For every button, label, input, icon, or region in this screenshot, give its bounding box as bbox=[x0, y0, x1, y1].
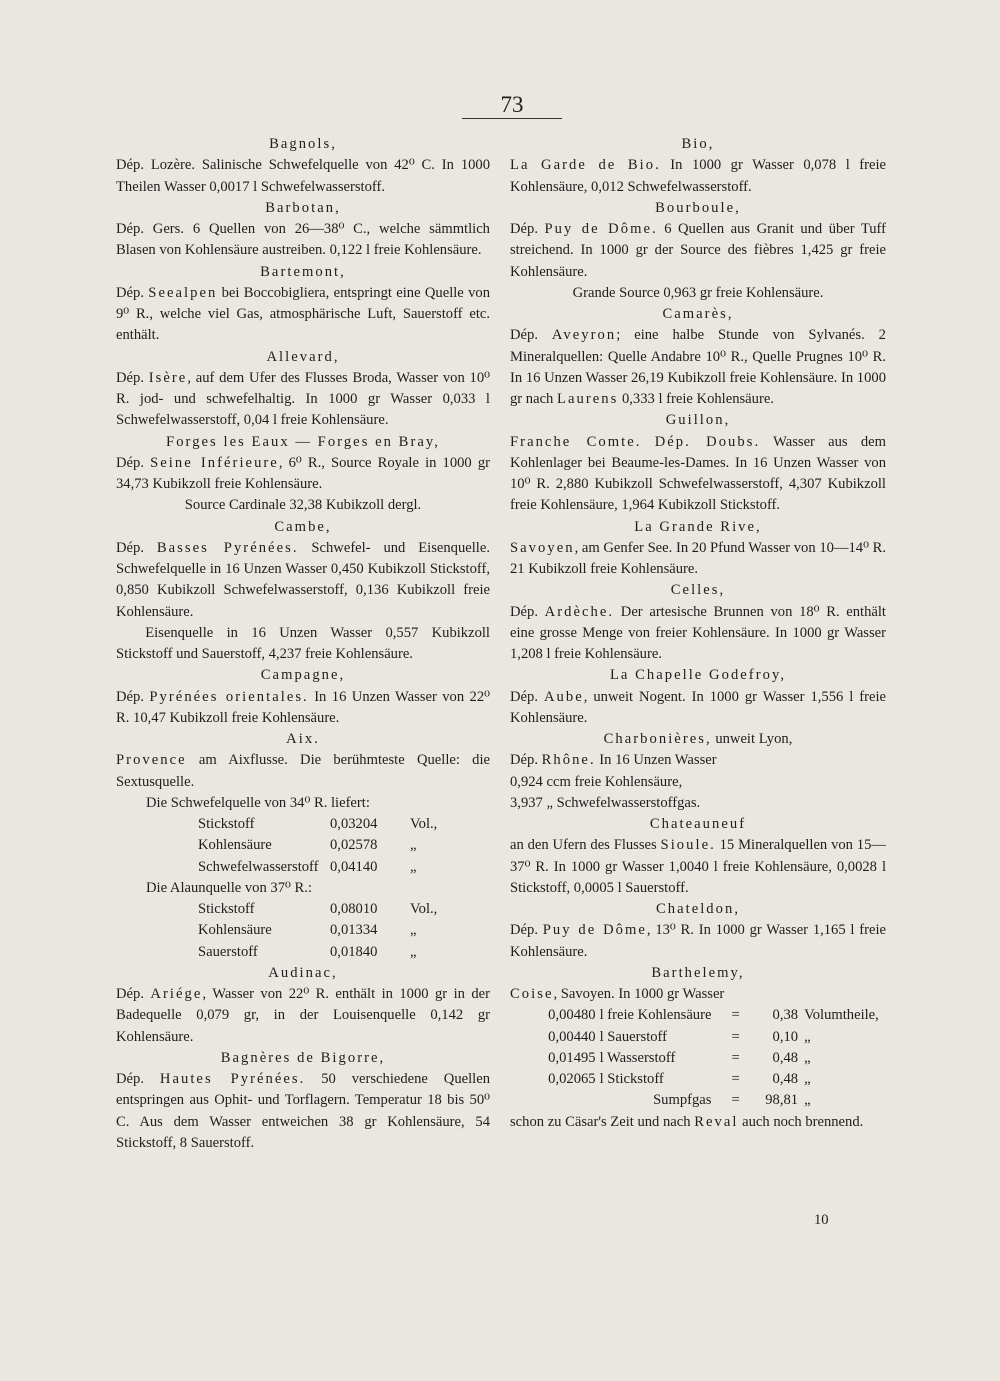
gas-unit: „ bbox=[410, 943, 417, 960]
text-camares: ; eine halbe Stunde von Sylvanés. 2 Mineralquellen: Quelle Andabre 10⁰ R., Quelle Prugnes 10⁰ R. In 16 Unzen Wasser 26,19 Kubikzoll freie Kohlensäure. In 1000 gr nach bbox=[510, 327, 886, 407]
text-bagneres: 50 verschiedene Quellen entspringen aus Ophit- und Torflagern. Temperatur 18 bis 50⁰ C. Aus dem Wasser entweichen 38 gr Kohlensäure, 54 Stickstoff, 8 Sauerstoff. bbox=[116, 1071, 490, 1151]
dep-prefix-forges: Dép. bbox=[116, 454, 151, 471]
dep-celles: Ardèche. bbox=[544, 603, 615, 620]
text-grande-rive: , am Genfer See. In 20 Pfund Wasser von 10—14⁰ R. 21 Kubikzoll freie Kohlensäure. bbox=[510, 539, 886, 577]
amount: 0,01495 bbox=[548, 1049, 596, 1066]
dep-guillon: Dép. Doubs. bbox=[654, 433, 761, 450]
gas-value: 0,02578 bbox=[330, 837, 378, 854]
dep-prefix-charbonieres: Dép. bbox=[510, 752, 542, 769]
gas-name: Kohlensäure bbox=[198, 922, 272, 939]
table-row bbox=[116, 814, 437, 835]
dep-campagne: Pyrénées orientales. bbox=[149, 688, 309, 705]
gas-unit: „ bbox=[410, 837, 417, 854]
dep-prefix-guillon bbox=[641, 434, 654, 450]
subtitle-charbonieres: unweit Lyon, bbox=[711, 731, 793, 747]
gas-value: 0,01840 bbox=[330, 943, 378, 960]
gas-name: l Wasserstoff bbox=[599, 1049, 676, 1066]
dep-prefix-bourboule: Dép. bbox=[510, 221, 545, 237]
entry-body-allevard bbox=[116, 368, 490, 432]
gas-name: Stickstoff bbox=[198, 901, 255, 917]
unit: „ bbox=[804, 1071, 811, 1087]
charbonieres-table bbox=[510, 772, 700, 815]
title-charbonieres: Charbonières, bbox=[603, 731, 712, 747]
text-allevard: , auf dem Ufer des Flusses Broda, Wasser von 10⁰ R. jod- und schwefelhaltig. In 1000 gr Wasser 0,033 l Schwefelwasserstoff, 0,04 l freie Kohlensäure. bbox=[116, 369, 490, 429]
entry-body-bourboule bbox=[510, 219, 886, 283]
unit: „ bbox=[804, 1028, 811, 1045]
text-bourboule: 6 Quellen aus Granit und über Tuff streichend. In 1000 gr der Source des fièbres 1,425 gr freie Kohlensäure. bbox=[510, 221, 886, 280]
entry-title-chateldon: Chateldon, bbox=[655, 901, 741, 917]
gas-name: Stickstoff bbox=[198, 816, 255, 832]
amount: 0,00440 bbox=[548, 1028, 596, 1045]
entry-title-campagne: Campagne, bbox=[260, 667, 346, 684]
table-row bbox=[510, 772, 700, 793]
dep-prefix-audinac: Dép. bbox=[116, 986, 151, 1002]
gas-unit: „ bbox=[410, 922, 417, 939]
dep-charbonieres: Rhône. bbox=[541, 752, 596, 769]
left-column bbox=[116, 134, 490, 1154]
table-row bbox=[510, 1090, 886, 1111]
table-row bbox=[510, 1005, 886, 1026]
entry-body-guillon bbox=[510, 432, 886, 517]
entry-title-camares: Camarès, bbox=[662, 306, 734, 322]
note-bourboule: Grande Source 0,963 gr freie Kohlensäure. bbox=[572, 284, 824, 301]
text-barthelemy: , Savoyen. In 1000 gr Wasser bbox=[553, 986, 725, 1002]
entry-title-allevard: Allevard, bbox=[266, 348, 340, 365]
gas-name: Sauerstoff bbox=[198, 943, 258, 960]
text-chateldon: , 13⁰ R. In 1000 gr Wasser 1,165 l freie Kohlensäure. bbox=[510, 922, 886, 960]
unit: „ bbox=[804, 1049, 811, 1066]
dep-audinac: Ariége bbox=[150, 986, 203, 1002]
author-camares: Laurens bbox=[557, 391, 619, 407]
volume: 0,48 bbox=[772, 1049, 799, 1066]
text-a-chateauneuf: an den Ufern des Flusses bbox=[510, 837, 661, 854]
entry-body-barbotan bbox=[116, 219, 490, 262]
unit: „ bbox=[804, 1092, 811, 1109]
volume: 98,81 bbox=[765, 1092, 799, 1109]
dep-prefix-chateldon: Dép. bbox=[510, 922, 543, 939]
region-grande-rive: Savoyen bbox=[510, 539, 575, 556]
text-cambe: Schwefel- und Eisenquelle. Schwefelquelle in 16 Unzen Wasser 0,450 Kubikzoll Stickstoff, 0,850 Kubikzoll Schwefelwasserstoff, 0,136 Kubikzoll freie Kohlensäure. bbox=[116, 539, 490, 620]
table-row bbox=[116, 942, 437, 963]
text-bartemont: bei Boccobigliera, entspringt eine Quelle von 9⁰ R., welche viel Gas, atmosphärische Luft, Sauerstoff etc. enthält. bbox=[116, 284, 490, 344]
page-number: 73 bbox=[500, 92, 524, 117]
table-row bbox=[510, 1048, 886, 1069]
entry-body-cambe bbox=[116, 538, 490, 623]
text-charbonieres: In 16 Unzen Wasser bbox=[595, 752, 717, 769]
aix-schwefel-table bbox=[116, 814, 437, 878]
entry-title-cambe: Cambe, bbox=[274, 518, 332, 535]
gas-unit: Vol., bbox=[410, 901, 438, 917]
entry-title-forges: Forges les Eaux — Forges en Bray, bbox=[166, 433, 440, 450]
gas-name: l Stickstoff bbox=[599, 1071, 664, 1087]
region-guillon: Franche Comte. bbox=[510, 433, 642, 450]
table-row bbox=[510, 793, 700, 814]
gas-value: 0,04140 bbox=[330, 858, 378, 875]
amount: 0,02065 bbox=[548, 1071, 596, 1087]
aix-alaun-table bbox=[116, 899, 437, 963]
region-aix: Provence bbox=[116, 752, 187, 769]
dep-prefix-celles: Dép. bbox=[510, 603, 545, 620]
entry-body-charbonieres bbox=[510, 750, 886, 771]
signature-mark: 10 bbox=[814, 1212, 829, 1228]
dep-bourboule: Puy de Dôme. bbox=[544, 221, 658, 237]
entry-title-guillon: Guillon, bbox=[665, 412, 731, 429]
text-celles: Der artesische Brunnen von 18⁰ R. enthält eine grosse Menge von freier Kohlensäure. In 1000 gr Wasser 1,208 l freie Kohlensäure. bbox=[510, 603, 886, 662]
entry-title-chateauneuf: Chateauneuf bbox=[649, 816, 747, 832]
dep-bagnols: Dép. Lozère. bbox=[116, 157, 195, 174]
entry-body-grande-rive bbox=[510, 538, 886, 581]
entry-title-bourboule: Bourboule, bbox=[655, 199, 741, 216]
dep-prefix-bartemont: Dép. bbox=[116, 284, 149, 301]
dep-barbotan: Dép. Gers. bbox=[116, 221, 184, 237]
dep-prefix-cambe: Dép. bbox=[116, 539, 157, 556]
gas-name: Sumpfgas bbox=[653, 1092, 712, 1109]
closing-a: schon zu Cäsar's Zeit und nach bbox=[510, 1113, 695, 1130]
dep-prefix-bagneres: Dép. bbox=[116, 1071, 160, 1087]
aix-alaun-intro: Die Alaunquelle von 37⁰ R.: bbox=[146, 879, 312, 896]
dep-camares: Aveyron bbox=[551, 327, 617, 344]
entry-body-chateldon bbox=[510, 920, 886, 963]
closing-barthelemy bbox=[510, 1112, 886, 1133]
dep-prefix-allevard: Dép. bbox=[116, 369, 149, 386]
entry-body-camares bbox=[510, 325, 886, 410]
note-forges: Source Cardinale 32,38 Kubikzoll dergl. bbox=[184, 497, 422, 514]
dep-bagneres: Hautes Pyrénées. bbox=[159, 1071, 306, 1087]
table-row bbox=[510, 1027, 886, 1048]
text-barbotan: 6 Quellen von 26—38⁰ C., welche sämmtlich Blasen von Kohlensäure austreiben. 0,122 l freie Kohlensäure. bbox=[116, 221, 490, 259]
gas-unit: Vol., bbox=[410, 816, 438, 832]
text-audinac: , Wasser von 22⁰ R. enthält in 1000 gr in der Badequelle 0,079 gr, in der Louisenquelle 0,142 gr Kohlensäure. bbox=[116, 986, 490, 1045]
closing-author: Reval bbox=[694, 1113, 739, 1130]
header-rule bbox=[462, 118, 562, 119]
place-barthelemy: Coise bbox=[510, 986, 554, 1002]
text-aix: am Aixflusse. Die berühmteste Quelle: die Sextusquelle. bbox=[116, 752, 490, 790]
text-guillon: Wasser aus dem Kohlenlager bei Beaume-les-Dames. In 16 Unzen Wasser von 10⁰ R. 2,880 Kubikzoll Schwefelwasserstoff, 4,307 Kubikzoll freie Kohlensäure, 1,964 Kubikzoll Stickstoff. bbox=[510, 433, 886, 514]
equals-sign: = bbox=[731, 1007, 740, 1024]
right-column bbox=[510, 134, 886, 1133]
entry-title-barbotan: Barbotan, bbox=[265, 199, 341, 216]
text-bagnols: Salinische Schwefelquelle von 42⁰ C. In 1000 Theilen Wasser 0,0017 l Schwefelwasserstoff. bbox=[116, 157, 491, 195]
table-row bbox=[116, 835, 437, 856]
text-bio: In 1000 gr Wasser 0,078 l freie Kohlensäure, 0,012 Schwefelwasserstoff. bbox=[510, 157, 886, 195]
entry-body-campagne bbox=[116, 687, 490, 730]
entry-title-bagneres: Bagnères de Bigorre, bbox=[220, 1049, 386, 1066]
gas-value: 0,03204 bbox=[330, 816, 378, 832]
entry-title-bio: Bio, bbox=[681, 136, 715, 152]
unit: Volumtheile, bbox=[804, 1007, 879, 1024]
entry-body-bartemont bbox=[116, 283, 490, 347]
dep-bartemont: Seealpen bbox=[148, 284, 218, 301]
text-chapelle: , unweit Nogent. In 1000 gr Wasser 1,556 l freie Kohlensäure. bbox=[510, 688, 886, 726]
entry-body-forges bbox=[116, 453, 490, 496]
entry-body-audinac bbox=[116, 984, 490, 1048]
volume: 0,38 bbox=[772, 1007, 799, 1024]
entry-body-barthelemy bbox=[510, 984, 886, 1005]
gas-name: Kohlensäure bbox=[198, 837, 272, 854]
gas-line: 3,937 „ Schwefelwasserstoffgas. bbox=[510, 794, 701, 811]
entry-body-celles bbox=[510, 602, 886, 666]
table-row bbox=[116, 899, 437, 920]
closing-b: auch noch brennend. bbox=[738, 1113, 864, 1130]
entry-body-bagnols bbox=[116, 155, 490, 198]
entry-body-aix bbox=[116, 750, 490, 793]
note-cambe: Eisenquelle in 16 Unzen Wasser 0,557 Kubikzoll Stickstoff und Sauerstoff, 4,237 freie Kohlensäure. bbox=[116, 624, 490, 662]
entry-title-chapelle: La Chapelle Godefroy, bbox=[609, 667, 787, 684]
text-campagne: In 16 Unzen Wasser von 22⁰ R. 10,47 Kubikzoll freie Kohlensäure. bbox=[116, 688, 490, 726]
text2-camares: 0,333 l freie Kohlensäure. bbox=[618, 391, 774, 407]
text-b-chateauneuf: 15 Mineralquellen von 15—37⁰ R. In 1000 gr Wasser 1,0040 l freie Kohlensäure, 0,0028 l Stickstoff, 0,0005 l Sauerstoff. bbox=[510, 837, 886, 896]
gas-line: 0,924 ccm freie Kohlensäure, bbox=[510, 773, 683, 790]
entry-title-grande-rive: La Grande Rive, bbox=[634, 518, 762, 535]
entry-body-chateauneuf bbox=[510, 835, 886, 899]
dep-forges: Seine Inférieure bbox=[150, 454, 279, 471]
equals-sign: = bbox=[731, 1049, 740, 1066]
entry-body-chapelle bbox=[510, 687, 886, 730]
gas-unit: „ bbox=[410, 858, 417, 875]
dep-prefix-chapelle: Dép. bbox=[510, 688, 544, 705]
equals-sign: = bbox=[731, 1071, 740, 1087]
river-chateauneuf: Sioule. bbox=[660, 837, 716, 854]
entry-title-bagnols: Bagnols, bbox=[269, 136, 337, 152]
text-forges: , 6⁰ R., Source Royale in 1000 gr 34,73 Kubikzoll freie Kohlensäure. bbox=[116, 454, 490, 492]
table-row bbox=[116, 920, 437, 941]
aix-schwefel-intro: Die Schwefelquelle von 34⁰ R. liefert: bbox=[146, 794, 370, 811]
entry-title-charbonieres bbox=[510, 729, 886, 750]
entry-body-bio bbox=[510, 155, 886, 198]
volume: 0,10 bbox=[772, 1028, 799, 1045]
entry-title-audinac: Audinac, bbox=[268, 964, 338, 981]
dep-cambe: Basses Pyrénées. bbox=[156, 539, 299, 556]
dep-allevard: Isère bbox=[148, 369, 188, 386]
entry-title-celles: Celles, bbox=[670, 582, 726, 599]
entry-title-barthelemy: Barthelemy, bbox=[651, 964, 745, 981]
entry-body-bagneres bbox=[116, 1069, 490, 1154]
entry-title-aix: Aix. bbox=[286, 731, 320, 747]
table-row bbox=[510, 1069, 886, 1090]
table-row bbox=[116, 857, 437, 878]
gas-name: Schwefelwasserstoff bbox=[198, 858, 319, 875]
equals-sign: = bbox=[731, 1028, 740, 1045]
gas-value: 0,01334 bbox=[330, 922, 378, 939]
dep-chateldon: Puy de Dôme bbox=[542, 922, 647, 939]
entry-title-bartemont: Bartemont, bbox=[260, 263, 346, 280]
barthelemy-table bbox=[510, 1005, 886, 1111]
equals-sign: = bbox=[731, 1092, 740, 1109]
dep-prefix-camares: Dép. bbox=[510, 327, 552, 344]
volume: 0,48 bbox=[772, 1071, 799, 1087]
gas-name: l Sauerstoff bbox=[599, 1028, 668, 1045]
gas-value: 0,08010 bbox=[330, 901, 378, 917]
gas-name: l freie Kohlensäure bbox=[599, 1007, 712, 1024]
dep-chapelle: Aube bbox=[543, 688, 584, 705]
amount: 0,00480 bbox=[548, 1007, 596, 1024]
place-bio: La Garde de Bio. bbox=[510, 157, 661, 174]
dep-prefix-campagne: Dép. bbox=[116, 688, 150, 705]
